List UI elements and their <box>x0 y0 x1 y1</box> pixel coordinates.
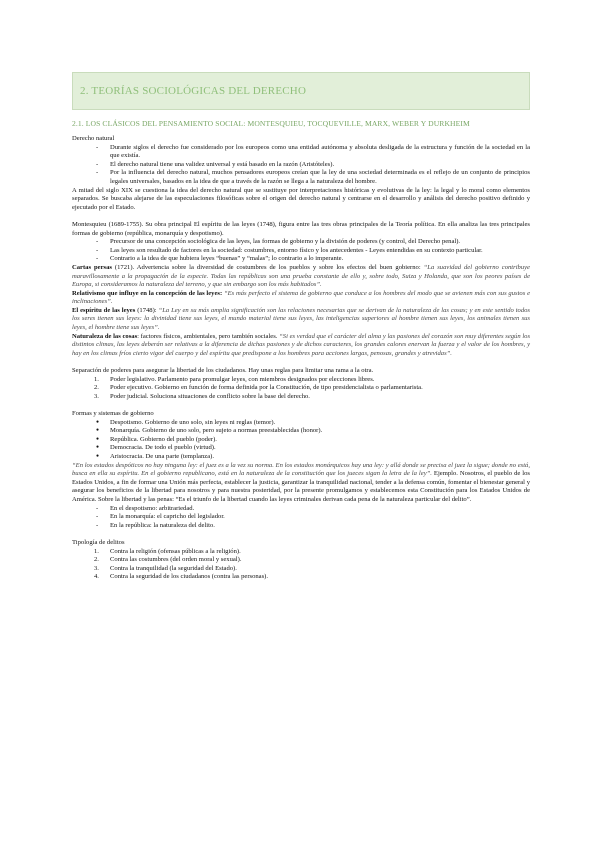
cartas-paragraph <box>72 264 530 290</box>
list-item: 1. Contra la religión (ofensas públicas a la religión). <box>94 547 241 555</box>
list-item: - Las leyes son resultado de factores en la sociedad: costumbres, entorno físico y los antecedentes - Leyes entendidas en su contexto particular. <box>96 247 530 256</box>
tipologia-heading: Tipología de delitos <box>72 538 125 546</box>
espiritu-label: El espíritu de las leyes <box>72 306 136 314</box>
relativismo-quote: “Es más perfecto el sistema de gobierno que conduce a los hombres del modo que se avienen más con sus gustos e inclinaciones”. <box>72 289 530 306</box>
list-item: - Por la influencia del derecho natural, muchos pensadores europeos creían que la ley de una sociedad determinada es el reflejo de un conjunto de principios legales universales, basados en la idea de que a través de la razón se llega a la naturaleza del hombre. <box>96 169 530 186</box>
list-item: ● Democracia. De todo el pueblo (virtud). <box>96 444 530 453</box>
formas-list <box>72 419 530 462</box>
list-item: - Contrario a la idea de que hubiera leyes “buenas” y “malas”; lo contrario a lo imperante. <box>96 255 530 264</box>
section-title: 2.1. LOS CLÁSICOS DEL PENSAMIENTO SOCIAL: MONTESQUIEU, TOCQUEVILLE, MARX, WEBER Y DURKHEIM <box>72 119 470 128</box>
list-item: 3. Poder judicial. Soluciona situaciones de conflicto sobre la base del derecho. <box>94 392 310 400</box>
chapter-title: 2. TEORÍAS SOCIOLÓGICAS DEL DERECHO <box>80 85 307 97</box>
list-item: - El derecho natural tiene una validez universal y está basado en la razón (Aristóteles). <box>96 161 530 170</box>
formas-quote-paragraph <box>72 462 530 505</box>
chapter-banner <box>72 72 530 110</box>
cartas-quote: “La suavidad del gobierno contribuye maravillosamente a la propagación de la especie. Todas las repúblicas son una prueba constante de ello y, sobre todo, Suiza y Holanda, que son los peores países de Europa, si consideramos la naturaleza del terreno, y que sin embargo son los más habitados”. <box>72 263 530 289</box>
list-item: - En la república: la naturaleza del delito. <box>96 522 530 531</box>
list-item: ● Aristocracia. De una parte (templanza). <box>96 453 530 462</box>
list-item: - Precursor de una concepción sociológica de las leyes, las formas de gobierno y la división de poderes (y control, del Derecho penal). <box>96 238 530 247</box>
list-item: 2. Poder ejecutivo. Gobierno en función de forma definida por la Constitución, de tipo presidencialista o parlamentarista. <box>94 384 423 392</box>
list-item: 3. Contra la tranquilidad (la seguridad del Estado). <box>94 564 237 572</box>
natural-paragraph: A mitad del siglo XIX se cuestiona la idea del derecho natural que se sustituye por interpretaciones históricas y evolutivas de la ley: la legal y lo moral como elementos separados. Se buscaba alejarse de las especulaciones filosóficas sobre el origen del derecho natural y centrarse en el desarrollo y análisis del derecho positivo definido y ejecutado por el Estado. <box>72 186 530 211</box>
tipologia-list <box>72 548 530 582</box>
list-item: 1. Poder legislativo. Parlamento para promulgar leyes, con miembros designados por elecciones libres. <box>94 375 375 383</box>
natural-heading: Derecho natural <box>72 135 115 142</box>
list-item: - En el despotismo: arbitrariedad. <box>96 505 530 514</box>
list-item: 4. Contra la seguridad de los ciudadanos (contra las personas). <box>94 573 269 581</box>
espiritu-quote: “La Ley en su más amplia significación son las relaciones necesarias que se derivan de la naturaleza de las cosas; y en este sentido todos los seres tienen sus leyes: la divinidad tiene sus leyes, el mundo material tiene sus leyes, las inteligencias superiores al hombre tienen sus leyes, los animales tienen sus leyes, el hombre tiene sus leyes”. <box>72 306 530 332</box>
separacion-heading: Separación de poderes para asegurar la libertad de los ciudadanos. Hay unas reglas para limitar una rama a la otra. <box>72 367 374 375</box>
relativismo-label: Relativismo que influye en la concepción de las leyes: <box>72 289 224 297</box>
naturaleza-paragraph <box>72 333 530 359</box>
formas-heading: Formas y sistemas de gobierno <box>72 410 154 417</box>
formas-ejemplo: Ejemplo. Nosotros, el pueblo de los Estados Unidos, a fin de formar una Unión más perfecta, establecer la justicia, garantizar la tranquilidad nacional, tender a la defensa común, fomentar el bienestar general y asegurar los beneficios de la libertad para nosotros y para nuestra posteridad, por la presente promulgamos y establecemos esta Constitución para los Estados Unidos de América. Sobre la libertad y las penas: “Es el triunfo de la libertad cuando las leyes criminales derivan cada pena de la naturaleza particular del delito”. <box>72 470 530 503</box>
document-page <box>72 72 530 582</box>
natural-list <box>72 144 530 187</box>
naturaleza-quote: “Si es verdad que el carácter del alma y las pasiones del corazón son muy diferentes según los distintos climas, las leyes deberán ser relativas a la diferencia de dichas pasiones y de dichos caracteres, los grandes calores enervan la fuerza y el valor de los hombres, y hay en los climas fríos cierto vigor del cuerpo y del espíritu que predispone a los hombres para acciones largas, penosas, grandes y atrevidas”. <box>72 332 531 357</box>
list-item: ● Despotismo. Gobierno de uno solo, sin leyes ni reglas (temor). <box>96 419 530 428</box>
list-item: - Durante siglos el derecho fue considerado por los europeos como una entidad autónoma y absoluta desligada de la estructura y función de la sociedad en la que existía. <box>96 144 530 161</box>
separacion-list <box>72 376 530 402</box>
formas-quote: “En los estados despóticos no hay ninguna ley: el juez es a la vez su norma. En los estados monárquicos hay una ley: y allá donde se precisa el juez la sigue; donde no está, busca en ella su espíritu. En el gobierno republicano, está en la naturaleza de la constitución que los jueces sigan la letra de la ley”. <box>72 461 530 478</box>
list-item: 2. Contra las costumbres (del orden moral y sexual). <box>94 556 242 564</box>
espiritu-paragraph <box>72 307 530 333</box>
montesquieu-list <box>72 238 530 264</box>
cartas-text: (1721). Advertencia sobre la diversidad de costumbres de los pueblos y sobre los efectos del buen gobierno: <box>111 263 424 271</box>
espiritu-text: (1748): <box>135 306 159 314</box>
cartas-label: Cartas persas <box>72 263 112 271</box>
naturaleza-label: Naturaleza de las cosas <box>72 332 138 340</box>
list-item: ● República. Gobierno del pueblo (poder). <box>96 436 530 445</box>
penas-list <box>72 505 530 531</box>
list-item: - En la monarquía: el capricho del legislador. <box>96 513 530 522</box>
montesquieu-intro: Montesquieu (1689-1755). Su obra principal El espíritu de las leyes (1748), figura entre las tres obras principales de la Teoría política. En ella analiza las tres principales formas de gobierno (república, monarquía y despotismo). <box>72 220 530 237</box>
naturaleza-text: : factores físicos, ambientales, pero también sociales. <box>137 332 280 340</box>
relativismo-paragraph <box>72 290 530 307</box>
list-item: ● Monarquía. Gobierno de uno solo, pero sujeto a normas preestablecidas (honor). <box>96 427 530 436</box>
